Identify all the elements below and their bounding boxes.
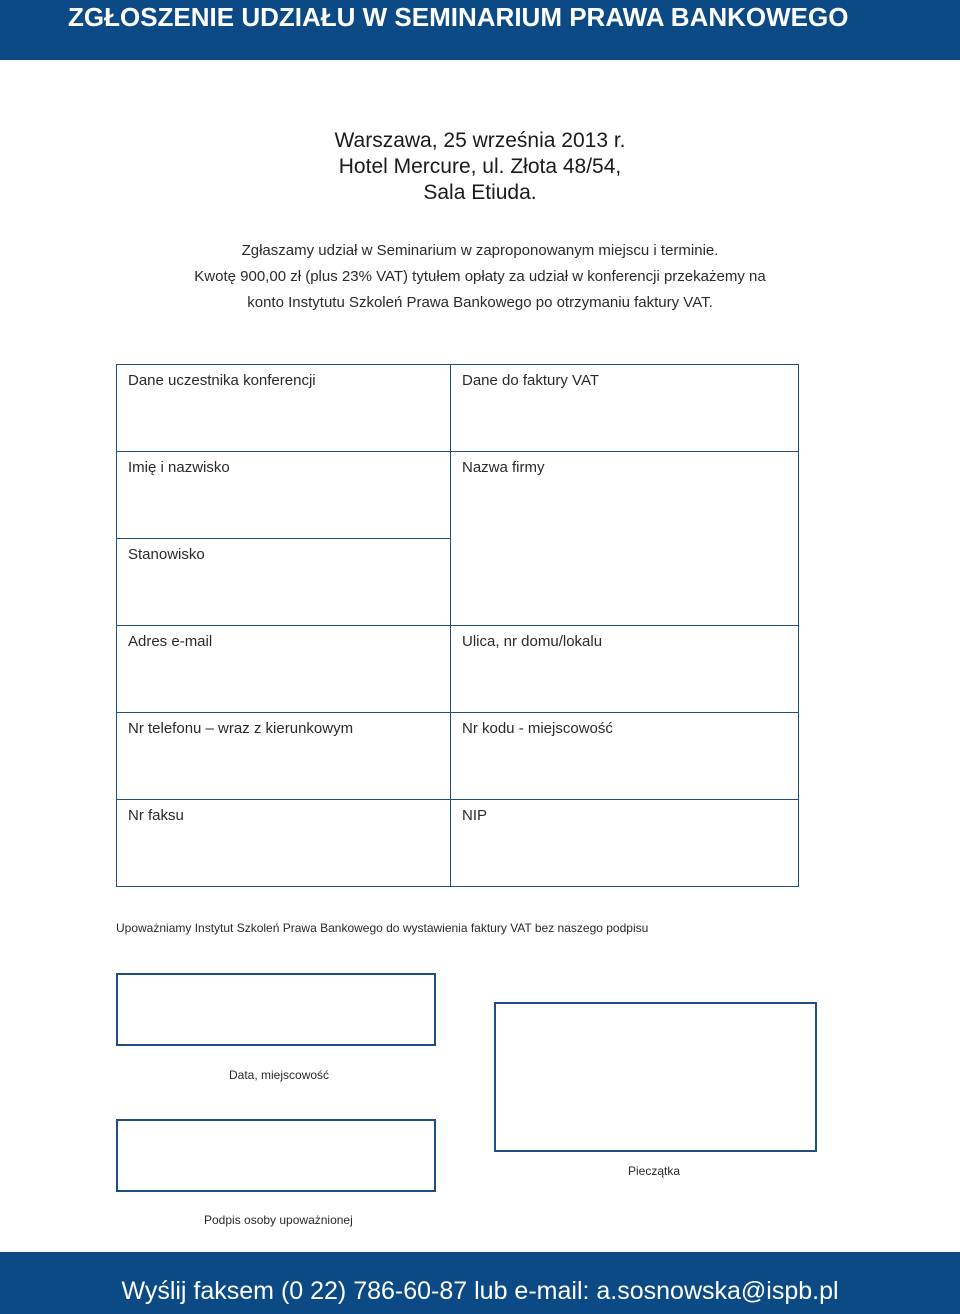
invoice-nip-label: NIP	[462, 807, 488, 824]
date-place-caption: Data, miejscowość	[229, 1068, 330, 1082]
invoice-street-field[interactable]	[450, 625, 799, 713]
event-date-line: Warszawa, 25 września 2013 r.	[334, 129, 626, 152]
participant-phone-label: Nr telefonu – wraz z kierunkowym	[128, 720, 354, 737]
participant-position-field[interactable]	[116, 538, 451, 626]
intro-line-1: Zgłaszamy udział w Seminarium w zaproponowanym miejscu i terminie.	[241, 242, 719, 259]
participant-name-field[interactable]	[116, 451, 451, 539]
participant-position-label: Stanowisko	[128, 546, 205, 563]
participant-email-label: Adres e-mail	[128, 633, 213, 650]
participant-heading-label: Dane uczestnika konferencji	[128, 372, 316, 389]
event-info	[0, 128, 960, 206]
footer-contact-text: Wyślij faksem (0 22) 786-60-87 lub e-mail: a.sosnowska@ispb.pl	[121, 1277, 839, 1305]
intro-text	[0, 238, 960, 316]
invoice-company-field[interactable]	[450, 451, 799, 626]
signature-caption: Podpis osoby upoważnionej	[204, 1213, 353, 1227]
intro-line-2: Kwotę 900,00 zł (plus 23% VAT) tytułem opłaty za udział w konferencji przekażemy na	[194, 268, 766, 285]
header-bar	[0, 0, 960, 60]
invoice-postal-field[interactable]	[450, 712, 799, 800]
participant-fax-label: Nr faksu	[128, 807, 184, 824]
participant-email-field[interactable]	[116, 625, 451, 713]
footer-bar	[0, 1252, 960, 1314]
invoice-heading-cell	[450, 364, 799, 452]
invoice-heading-label: Dane do faktury VAT	[462, 372, 600, 389]
participant-phone-field[interactable]	[116, 712, 451, 800]
participant-name-label: Imię i nazwisko	[128, 459, 230, 476]
stamp-box[interactable]	[494, 1002, 817, 1152]
intro-line-3: konto Instytutu Szkoleń Prawa Bankowego po otrzymaniu faktury VAT.	[247, 294, 713, 311]
invoice-postal-label: Nr kodu - miejscowość	[462, 720, 613, 737]
date-place-box[interactable]	[116, 973, 436, 1046]
participant-fax-field[interactable]	[116, 799, 451, 887]
authorization-text: Upoważniamy Instytut Szkoleń Prawa Bankowego do wystawienia faktury VAT bez naszego podpisu	[116, 921, 649, 935]
invoice-street-label: Ulica, nr domu/lokalu	[462, 633, 603, 650]
stamp-caption: Pieczątka	[628, 1164, 681, 1178]
signature-box[interactable]	[116, 1119, 436, 1192]
participant-heading-cell	[116, 364, 451, 452]
page-title: ZGŁOSZENIE UDZIAŁU W SEMINARIUM PRAWA BANKOWEGO	[68, 2, 849, 32]
event-room-line: Sala Etiuda.	[423, 181, 537, 204]
invoice-company-label: Nazwa firmy	[462, 459, 545, 476]
event-venue-line: Hotel Mercure, ul. Złota 48/54,	[338, 155, 622, 178]
invoice-nip-field[interactable]	[450, 799, 799, 887]
